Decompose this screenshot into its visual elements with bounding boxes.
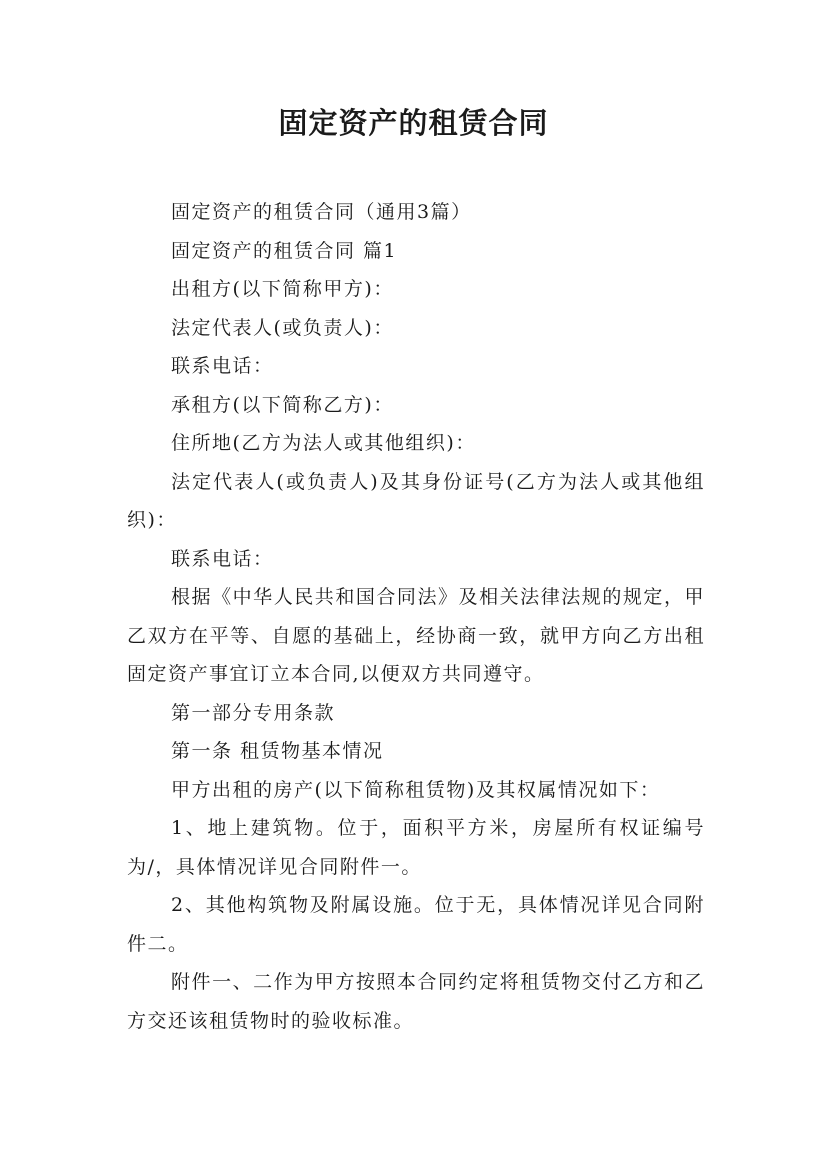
paragraph-lessee-phone: 联系电话： — [171, 547, 274, 570]
paragraph-lessor-representative: 法定代表人(或负责人)： — [171, 316, 394, 339]
paragraph-lessee: 承租方(以下简称乙方)： — [171, 393, 394, 416]
paragraph-acceptance-standard: 附件一、二作为甲方按照本合同约定将租赁物交付乙方和乙方交还该租赁物时的验收标准。 — [127, 971, 705, 1032]
paragraph-item-building: 1、地上建筑物。位于，面积平方米，房屋所有权证编号为/，具体情况详见合同附件一。 — [127, 817, 705, 878]
paragraph-item-facilities: 2、其他构筑物及附属设施。位于无，具体情况详见合同附件二。 — [127, 894, 705, 955]
paragraph-lessee-address: 住所地(乙方为法人或其他组织)： — [171, 432, 476, 454]
paragraph-subtitle: 固定资产的租赁合同（通用3篇） — [171, 201, 472, 223]
paragraph-article-one: 第一条 租赁物基本情况 — [171, 740, 384, 762]
paragraph-section-heading: 固定资产的租赁合同 篇1 — [171, 239, 398, 262]
paragraph-lessor-phone: 联系电话： — [171, 355, 274, 377]
paragraph-property-intro: 甲方出租的房产(以下简称租赁物)及其权属情况如下： — [171, 778, 661, 801]
document-body — [127, 193, 705, 1040]
paragraph-lessee-representative: 法定代表人(或负责人)及其身份证号(乙方为法人或其他组织)： — [127, 470, 705, 531]
paragraph-lessor: 出租方(以下简称甲方)： — [171, 278, 394, 300]
document-title: 固定资产的租赁合同 — [278, 106, 549, 140]
paragraph-legal-basis: 根据《中华人民共和国合同法》及相关法律法规的规定，甲乙双方在平等、自愿的基础上，经协商一致，就甲方向乙方出租固定资产事宜订立本合同,以便双方共同遵守。 — [127, 586, 705, 685]
paragraph-part-one: 第一部分专用条款 — [171, 701, 336, 724]
